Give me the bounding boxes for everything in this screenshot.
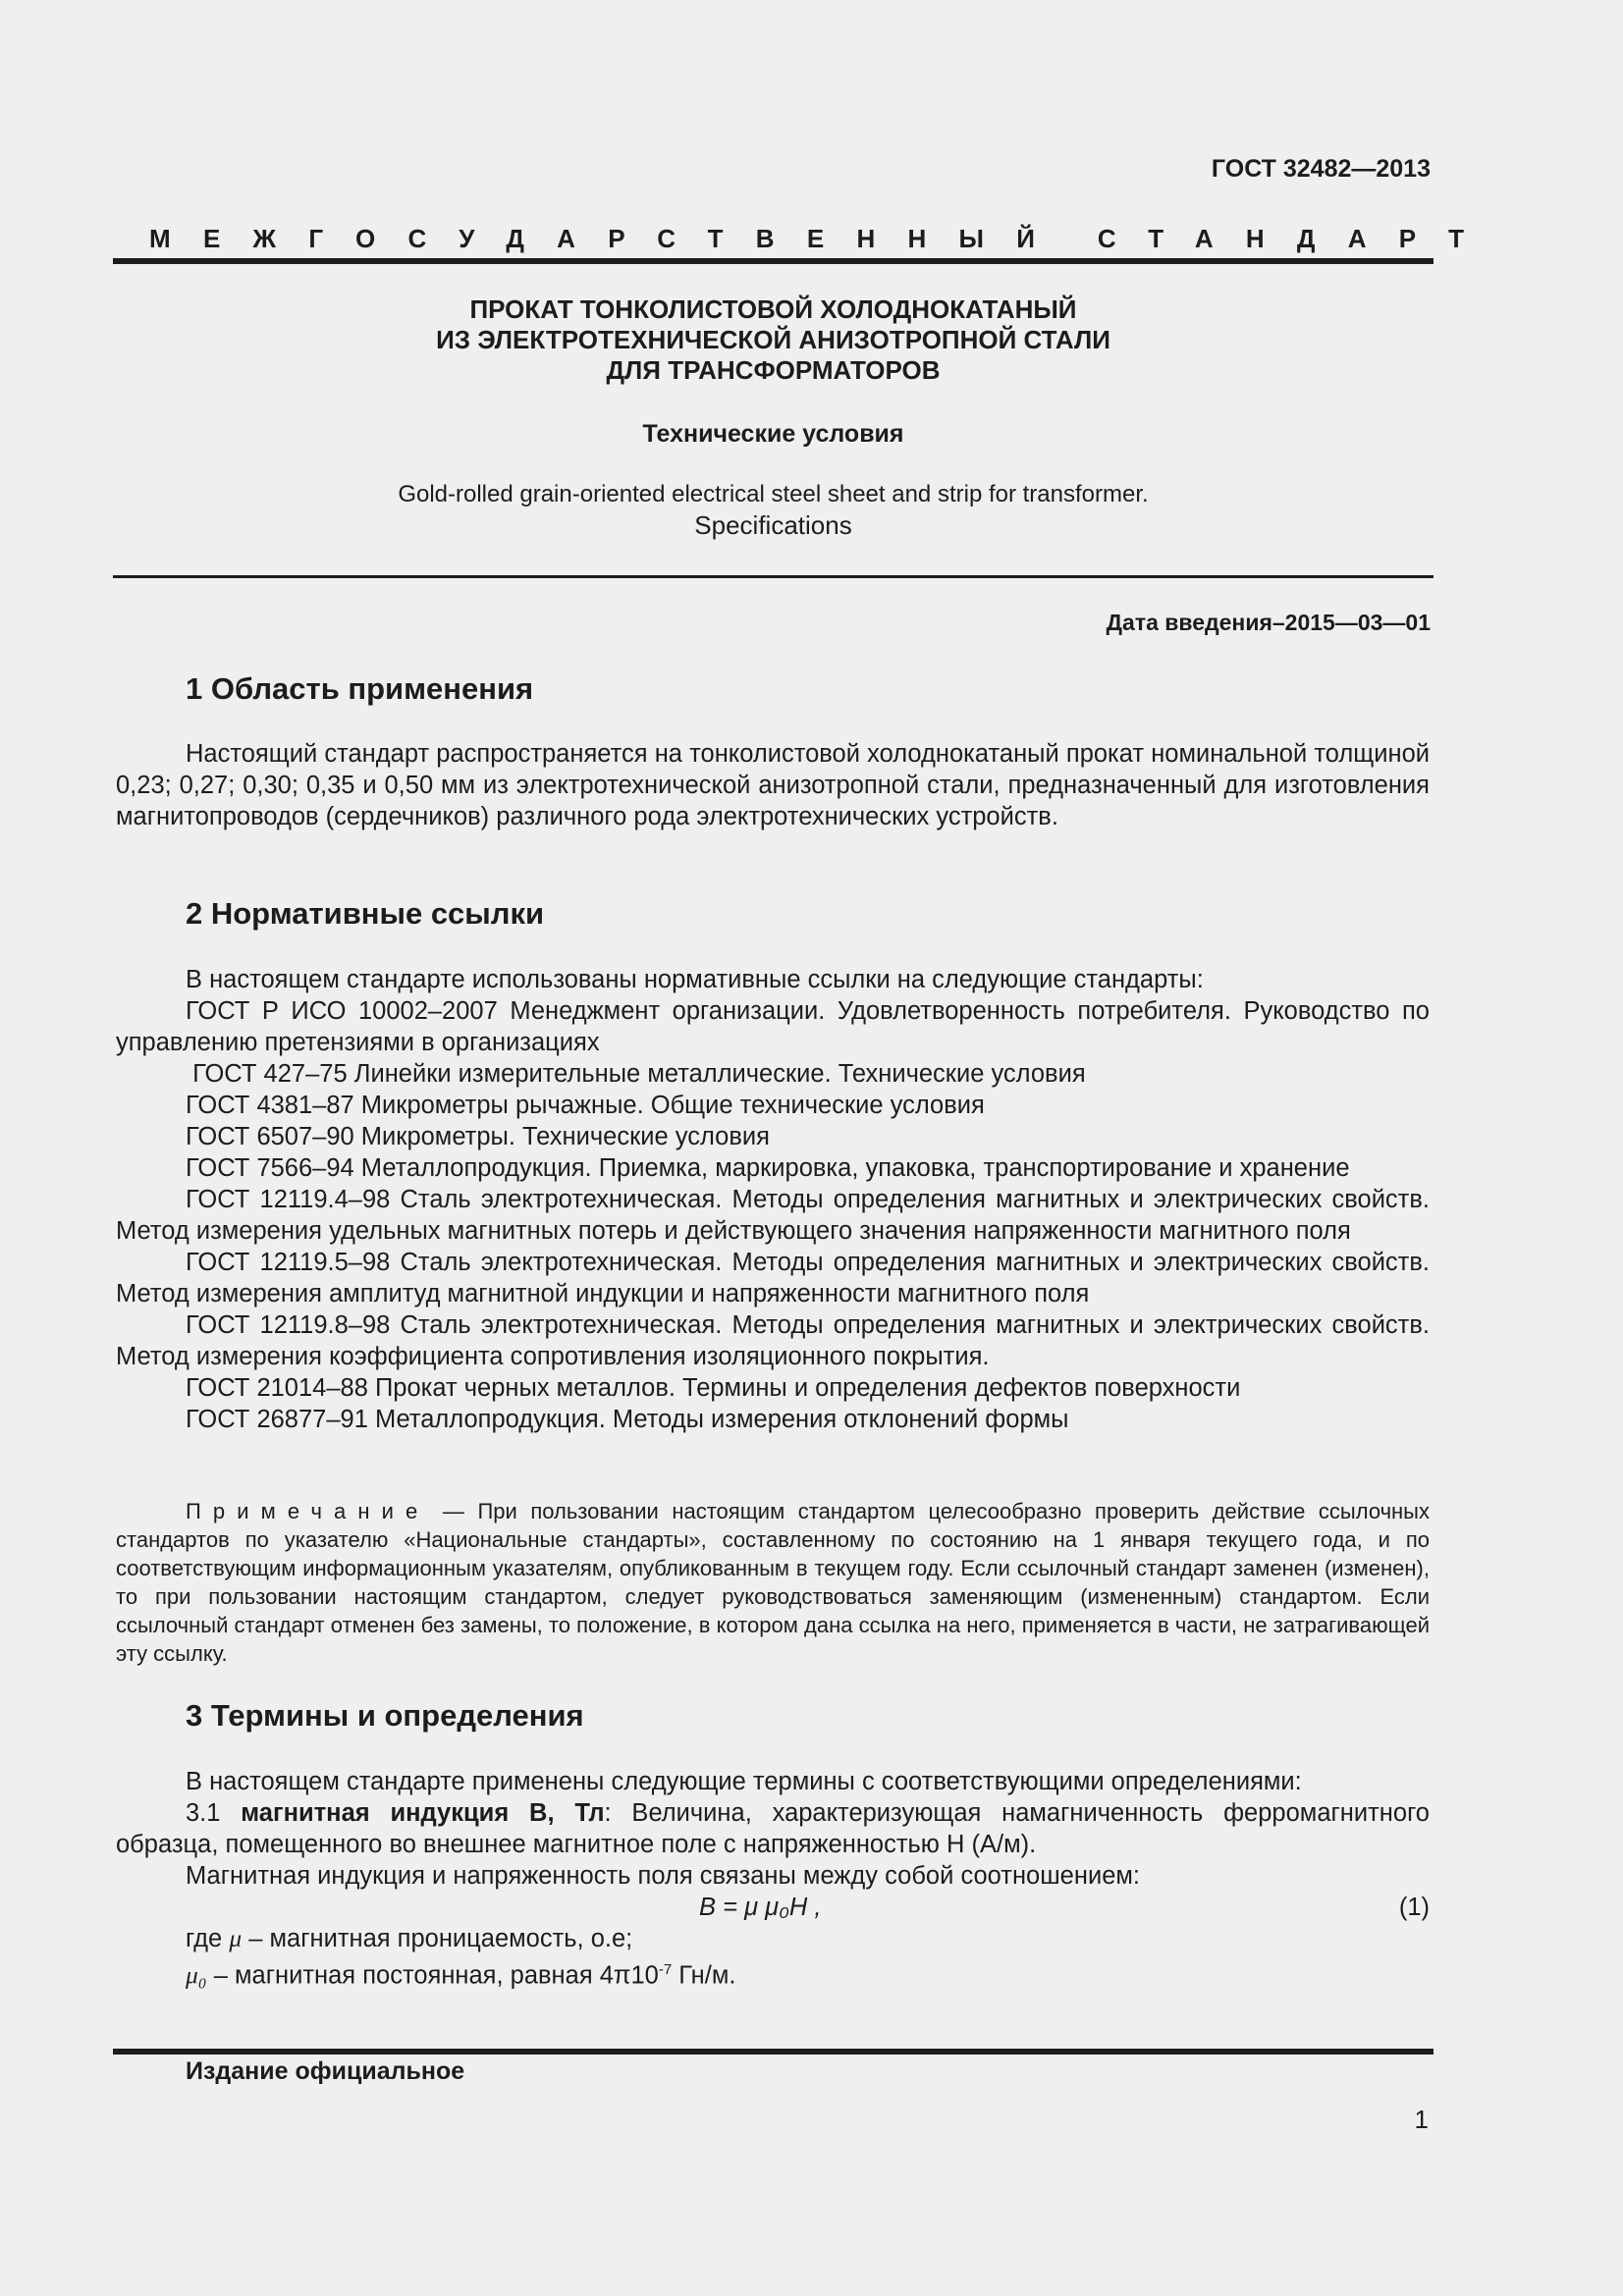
where-prefix: где [186, 1925, 230, 1952]
references-intro: В настоящем стандарте использованы нормативные ссылки на следующие стандарты: [186, 966, 1204, 993]
document-title [113, 294, 1434, 386]
term-name: магнитная индукция В, Тл [241, 1799, 605, 1827]
section-1-paragraph: Настоящий стандарт распространяется на тонколистовой холоднокатаный прокат номинальной толщиной 0,23; 0,27; 0,30; 0,35 и 0,50 мм из электротехнической анизотропной стали, предназначенный для изготовления магнитопроводов (сердечников) различного рода электротехнических устройств. [116, 740, 1430, 830]
header-rule [113, 258, 1434, 264]
relation-text: Магнитная индукция и напряженность поля связаны между собой соотношением: [186, 1862, 1140, 1890]
mu0-symbol: μ₀ [186, 1960, 207, 1990]
standard-banner [149, 224, 1496, 254]
reference-item: ГОСТ 12119.8–98 Сталь электротехническая. Методы определения магнитных и электрических свойств. Метод измерения коэффициента сопротивления изоляционного покрытия. [116, 1311, 1430, 1370]
term-number: 3.1 [186, 1799, 242, 1827]
formula-line [116, 1892, 1430, 1923]
terms-intro: В настоящем стандарте применены следующие термины с соответствующими определениями: [186, 1768, 1302, 1795]
english-title-line-2: Specifications [694, 510, 852, 540]
section-2-heading: 2 Нормативные ссылки [186, 896, 545, 931]
banner-word-standard: СТАНДАРТ [1097, 224, 1497, 253]
title-line-1: ПРОКАТ ТОНКОЛИСТОВОЙ ХОЛОДНОКАТАНЫЙ [469, 294, 1077, 324]
note-text: — При пользовании настоящим стандартом целесообразно проверить действие ссылочных стандартов по указателю «Национальные стандарты», составленному по состоянию на 1 января текущего года, и по соответствующим информационным указателям, опубликованным в текущем году. Если ссылочный стандарт заменен (изменен), то при пользовании настоящим стандартом, следует руководствоваться заменяющим (измененным) стандартом. Если ссылочный стандарт отменен без замены, то положение, в котором дана ссылка на него, применяется в части, не затрагивающей эту ссылку. [116, 1499, 1430, 1666]
formula-number: (1) [1398, 1894, 1430, 1921]
mu0-unit: Гн/м. [672, 1961, 736, 1990]
footer-rule [113, 2049, 1434, 2055]
banner-word-interstate: МЕЖГОСУДАРСТВЕННЫЙ [149, 224, 1068, 253]
title-line-2: ИЗ ЭЛЕКТРОТЕХНИЧЕСКОЙ АНИЗОТРОПНОЙ СТАЛИ [436, 325, 1110, 354]
section-3-heading: 3 Термины и определения [186, 1698, 584, 1733]
reference-item: ГОСТ 427–75 Линейки измерительные металлические. Технические условия [186, 1060, 1086, 1088]
mu-symbol: μ [229, 1924, 243, 1952]
document-subtitle: Технические условия [642, 420, 904, 448]
section-3-body [116, 1766, 1430, 1992]
introduction-date: Дата введения–2015—03—01 [1106, 610, 1431, 635]
official-edition-label: Издание официальное [186, 2057, 465, 2085]
reference-item: ГОСТ 12119.5–98 Сталь электротехническая. Методы определения магнитных и электрических свойств. Метод измерения амплитуд магнитной индукции и напряженности магнитного поля [116, 1249, 1430, 1308]
reference-item: ГОСТ 12119.4–98 Сталь электротехническая. Методы определения магнитных и электрических свойств. Метод измерения удельных магнитных потерь и действующего значения напряженности магнитного поля [116, 1186, 1430, 1245]
english-title-line-1: Gold-rolled grain-oriented electrical steel sheet and strip for transformer. [398, 481, 1149, 507]
mu-description: – магнитная проницаемость, о.е; [242, 1925, 633, 1952]
reference-item: ГОСТ 4381–87 Микрометры рычажные. Общие технические условия [186, 1092, 985, 1119]
reference-item: ГОСТ Р ИСО 10002–2007 Менеджмент организации. Удовлетворенность потребителя. Руководство по управлению претензиями в организациях [116, 997, 1430, 1056]
title-line-3: ДЛЯ ТРАНСФОРМАТОРОВ [606, 355, 941, 385]
reference-item: ГОСТ 21014–88 Прокат черных металлов. Термины и определения дефектов поверхности [186, 1374, 1241, 1402]
reference-item: ГОСТ 26877–91 Металлопродукция. Методы измерения отклонений формы [186, 1406, 1069, 1433]
mu0-description: – магнитная постоянная, равная 4π10 [206, 1961, 659, 1990]
section-1-body [116, 738, 1430, 832]
section-2-body [116, 964, 1430, 1435]
section-1-heading: 1 Область применения [186, 671, 534, 706]
reference-item: ГОСТ 6507–90 Микрометры. Технические условия [186, 1123, 770, 1150]
term-3-1 [116, 1797, 1430, 1860]
gost-code: ГОСТ 32482—2013 [1211, 155, 1431, 183]
references-note [116, 1497, 1430, 1668]
where-mu0 [116, 1954, 1430, 1992]
page-number: 1 [1414, 2105, 1429, 2134]
note-label: Примечание [186, 1499, 430, 1523]
formula-1: B = μ μ₀H , [699, 1894, 822, 1921]
title-rule [113, 575, 1434, 578]
reference-item: ГОСТ 7566–94 Металлопродукция. Приемка, маркировка, упаковка, транспортирование и хранение [186, 1154, 1350, 1182]
term-definition: : Величина, характеризующая намагниченность ферромагнитного образца, помещенного во внешнее магнитное поле с напряженностью Н (А/м). [116, 1799, 1430, 1858]
where-mu [116, 1923, 1430, 1954]
mu0-exponent: -7 [658, 1961, 673, 1978]
